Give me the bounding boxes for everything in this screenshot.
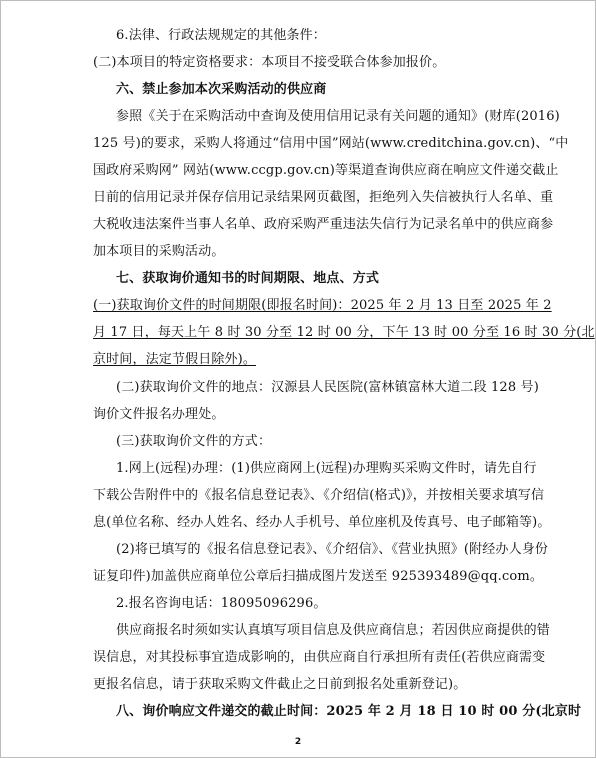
text-line: 加本项目的采购活动。 <box>93 244 225 259</box>
text-line: 125 号)的要求，采购人将通过“信用中国”网站(www.creditchina.gov.cn)、“中 <box>93 136 569 151</box>
text-line: 日前的信用记录并保存信用记录结果网页截图，拒绝列入失信被执行人名单、重 <box>93 190 554 205</box>
text-line: 6.法律、行政法规规定的其他条件： <box>116 28 326 43</box>
text-line: 下载公告附件中的《报名信息登记表》、《介绍信(格式)》，并按相关要求填写信 <box>93 488 545 503</box>
text-line: 误信息，对其投标事宜造成影响的，由供应商自行承担所有责任(若供应商需变 <box>93 650 546 665</box>
text-line: 询价文件报名办理处。 <box>93 407 225 422</box>
text-line: 参照《关于在采购活动中查询及使用信用记录有关问题的通知》(财库(2016) <box>116 109 560 124</box>
text-line: (一)获取询价文件的时间期限(即报名时间)：2025 年 2 月 13 日至 2025 年 2 <box>93 298 552 313</box>
text-line: (二)本项目的特定资格要求：本项目不接受联合体参加报价。 <box>93 55 446 70</box>
section-heading: 八、询价响应文件递交的截止时间：2025 年 2 月 18 日 10 时 00 分(北京时 <box>116 704 582 719</box>
text-line: (二)获取询价文件的地点：汉源县人民医院(富林镇富林大道二段 128 号) <box>116 380 539 395</box>
text-line: (2)将已填写的《报名信息登记表》、《介绍信》、《营业执照》(附经办人身份 <box>116 542 549 557</box>
text-line: 1.网上(远程)办理：(1)供应商网上(远程)办理购买采购文件时，请先自行 <box>116 461 537 476</box>
text-line: (三)获取询价文件的方式： <box>116 434 272 449</box>
text-line: 证复印件)加盖供应商单位公章后扫描成图片发送至 925393489@qq.com。 <box>93 569 544 584</box>
text-line: 息(单位名称、经办人姓名、经办人手机号、单位座机及传真号、电子邮箱等)。 <box>93 515 551 530</box>
text-line: 更报名信息，请于获取采购文件截止之日前到报名处重新登记)。 <box>93 677 467 692</box>
text-line: 供应商报名时须如实认真填写项目信息及供应商信息；若因供应商提供的错 <box>116 623 550 638</box>
text-line: 大税收违法案件当事人名单、政府采购严重违法失信行为记录名单中的供应商参 <box>93 217 554 232</box>
page-number: 2 <box>294 737 302 747</box>
text-line: 月 17 日，每天上午 8 时 30 分至 12 时 00 分，下午 13 时 00 分至 16 时 30 分(北 <box>93 325 595 340</box>
section-heading: 七、获取询价通知书的时间期限、地点、方式 <box>116 271 380 286</box>
text-line: 国政府采购网” 网站(www.ccgp.gov.cn)等渠道查询供应商在响应文件递交截止 <box>93 163 559 178</box>
text-line: 京时间，法定节假日除外)。 <box>93 352 257 367</box>
text-line: 2.报名咨询电话：18095096296。 <box>116 596 327 611</box>
section-heading: 六、禁止参加本次采购活动的供应商 <box>116 82 327 97</box>
